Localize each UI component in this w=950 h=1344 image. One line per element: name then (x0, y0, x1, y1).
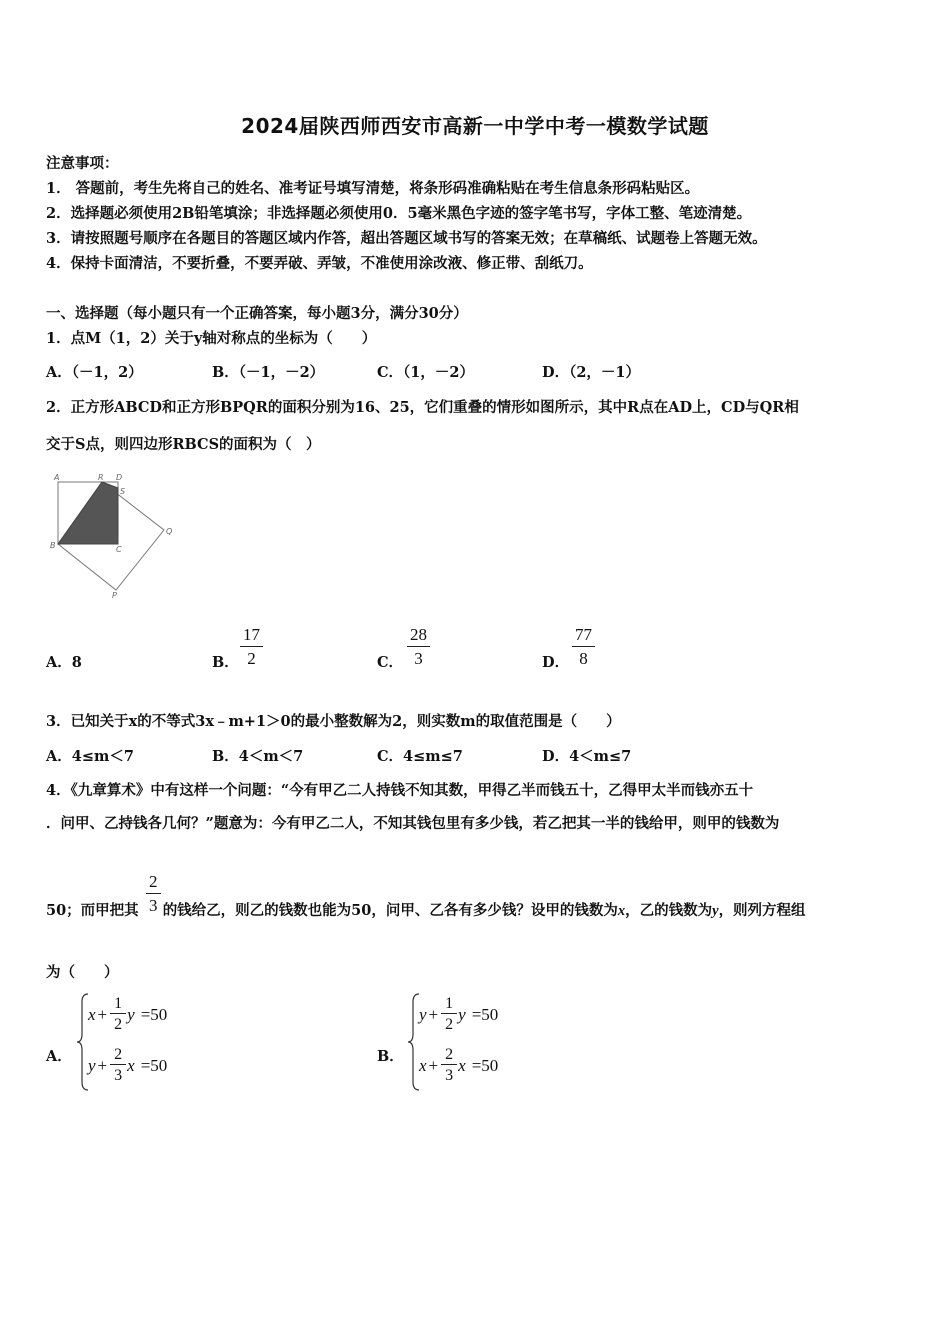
question-1-stem: 1．点M（1，2）关于y轴对称点的坐标为（ ） (46, 330, 377, 347)
eq-rhs: =50 (471, 1004, 499, 1024)
fraction-denominator: 8 (579, 649, 588, 668)
eq-fraction (112, 1046, 124, 1085)
eq-fraction (443, 1046, 455, 1085)
equation-row-2 (88, 1046, 167, 1085)
fraction-numerator: 28 (410, 625, 427, 644)
fraction-denominator: 3 (414, 649, 423, 668)
label-r: R (98, 473, 104, 482)
eq-var: x (458, 1055, 466, 1075)
q4-line3-part-d: ，则列方程组 (718, 902, 806, 919)
geometry-figure (44, 472, 184, 602)
eq-rhs: =50 (140, 1004, 168, 1024)
question-2-stem-line2: 交于S点，则四边形RBCS的面积为（ ） (46, 436, 321, 453)
notice-item-1: 1． 答题前，考生先将自己的姓名、准考证号填写清楚，将条形码准确粘贴在考生信息条形码粘贴区。 (46, 180, 700, 197)
q4-option-b-label: B． (377, 1048, 404, 1065)
fraction-numerator: 1 (445, 995, 454, 1012)
page-title: 2024届陕西师西安市高新一中学中考一模数学试题 (241, 114, 709, 138)
equation-row-1 (88, 995, 167, 1034)
q4-line3-part-c: ，乙的钱数为 (625, 902, 713, 919)
q1-option-d: D．（2，－1） (542, 364, 641, 381)
q2-option-c-fraction (407, 626, 430, 667)
eq-fraction (443, 995, 455, 1034)
q2-option-d-fraction (572, 626, 595, 667)
fraction-numerator: 17 (243, 625, 260, 644)
label-d: D (116, 473, 123, 482)
q3-option-a: A．4≤m＜7 (46, 748, 134, 765)
q2-option-d-label: D． (542, 654, 570, 671)
variable-y: y (712, 903, 719, 919)
label-b: B (50, 541, 56, 550)
variable-x: x (617, 903, 626, 919)
question-4-line2: ．问甲、乙持钱各几何？”题意为：今有甲乙二人，不知其钱包里有多少钱，若乙把其一半的钱给甲，则甲的钱数为 (46, 815, 780, 832)
eq-lead-var: y (88, 1055, 96, 1075)
fraction-denominator: 2 (114, 1016, 123, 1033)
q3-option-c: C．4≤m≤7 (377, 748, 463, 765)
eq-lead-var: y (419, 1004, 427, 1024)
label-p: P (112, 591, 117, 600)
question-4-line1: 4．《九章算术》中有这样一个问题：“今有甲乙二人持钱不知其数，甲得乙半而钱五十，乙得甲太半而钱亦五十 (46, 782, 754, 799)
fraction-denominator: 3 (445, 1067, 454, 1084)
label-s: S (120, 487, 126, 496)
q2-option-c-label: C． (377, 654, 404, 671)
notice-item-4: 4．保持卡面清洁，不要折叠，不要弄破、弄皱，不准使用涂改液、修正带、刮纸刀。 (46, 255, 593, 272)
fraction-denominator: 2 (445, 1016, 454, 1033)
label-c: C (116, 545, 122, 554)
question-4-line4: 为（ ） (46, 964, 119, 981)
section-heading: 一、选择题（每小题只有一个正确答案，每小题3分，满分30分） (46, 305, 468, 322)
q1-option-a: A．（－1，2） (46, 364, 143, 381)
notice-item-3: 3．请按照题号顺序在各题目的答题区域内作答，超出答题区域书写的答案无效；在草稿纸、试题卷上答题无效。 (46, 230, 767, 247)
q3-option-d: D．4＜m≤7 (542, 748, 632, 765)
notice-heading: 注意事项： (46, 155, 119, 172)
eq-rhs: =50 (471, 1055, 499, 1075)
q3-option-b: B．4＜m＜7 (212, 748, 304, 765)
q2-option-b-label: B． (212, 654, 239, 671)
fraction-numerator: 1 (114, 995, 123, 1012)
eq-plus: + (428, 1004, 439, 1024)
q2-option-a: A．8 (46, 654, 82, 671)
q4-inline-fraction (146, 873, 161, 914)
eq-lead-var: x (419, 1055, 427, 1075)
notice-item-2: 2．选择题必须使用2B铅笔填涂；非选择题必须使用0．5毫米黑色字迹的签字笔书写，字体工整、笔迹清楚。 (46, 205, 752, 222)
label-q: Q (166, 527, 173, 536)
equation-row-1 (419, 995, 498, 1034)
eq-lead-var: x (88, 1004, 96, 1024)
question-2-stem-line1: 2．正方形ABCD和正方形BPQR的面积分别为16、25，它们重叠的情形如图所示，其中R点在AD上，CD与QR相 (46, 399, 799, 416)
eq-plus: + (97, 1004, 108, 1024)
fraction-numerator: 2 (114, 1046, 123, 1063)
eq-plus: + (97, 1055, 108, 1075)
eq-var: x (127, 1055, 135, 1075)
q4-line3-part-a: 50；而甲把其 (46, 902, 139, 919)
eq-var: y (127, 1004, 135, 1024)
equation-row-2 (419, 1046, 498, 1085)
q1-option-c: C．（1，－2） (377, 364, 474, 381)
label-a: A (54, 473, 60, 482)
shaded-quadrilateral-rbcs (58, 482, 118, 544)
fraction-denominator: 2 (247, 649, 256, 668)
eq-fraction (112, 995, 124, 1034)
fraction-numerator: 2 (445, 1046, 454, 1063)
question-3-stem: 3．已知关于x的不等式3x﹣m+1＞0的最小整数解为2，则实数m的取值范围是（ ） (46, 713, 621, 730)
q4-line3-part-b: 的钱给乙，则乙的钱数也能为50，问甲、乙各有多少钱？设甲的钱数为 (162, 902, 618, 919)
q4-option-a-label: A． (46, 1048, 72, 1065)
q2-option-b-fraction (240, 626, 263, 667)
eq-rhs: =50 (140, 1055, 168, 1075)
fraction-denominator: 3 (114, 1067, 123, 1084)
fraction-numerator: 77 (575, 625, 592, 644)
q1-option-b: B．（－1，－2） (212, 364, 325, 381)
fraction-denominator: 3 (149, 896, 158, 915)
fraction-numerator: 2 (149, 872, 158, 891)
eq-plus: + (428, 1055, 439, 1075)
eq-var: y (458, 1004, 466, 1024)
